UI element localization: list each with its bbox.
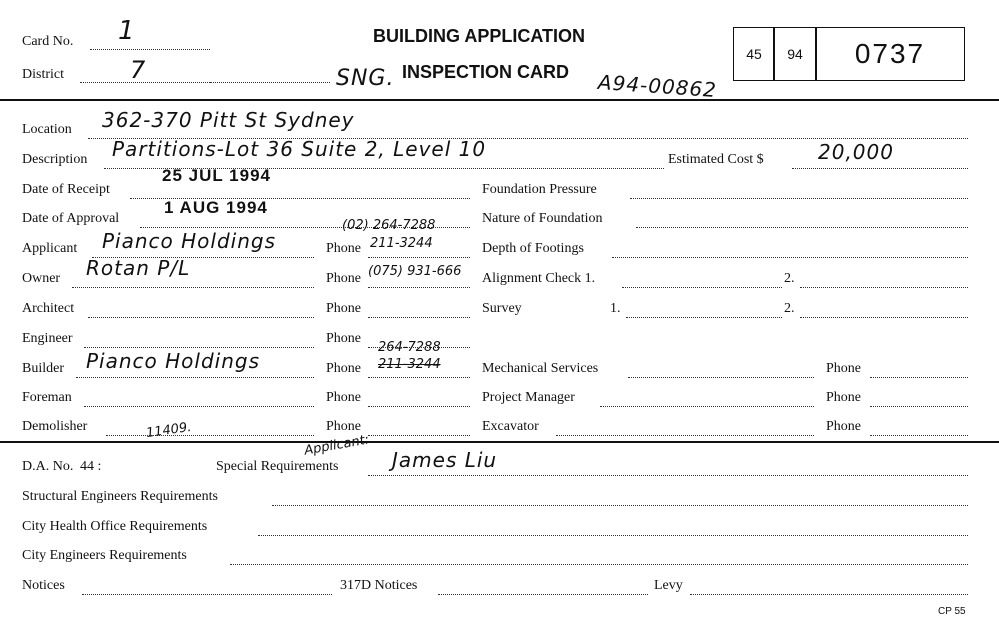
mechanical-label: Mechanical Services [482,361,599,376]
applicant-phone-2: 211-3244 [370,236,433,251]
city-eng-label: City Engineers Requirements [22,548,187,563]
excavator-phone-line [870,435,968,436]
engineer-phone-label: Phone [326,331,361,346]
mechanical-line [628,377,814,378]
notices-label: Notices [22,578,65,593]
mechanical-phone-line [870,377,968,378]
applicant-label: Applicant [22,241,78,256]
special-note: Applicant: [303,432,371,459]
owner-label: Owner [22,271,61,286]
card-no-line [90,49,210,50]
structural-line [272,505,968,506]
middle-rule [0,441,999,443]
builder-line [76,377,314,378]
alignment-line-2 [800,287,968,288]
card-no-label: Card No. [22,34,74,49]
architect-phone-line [368,317,470,318]
architect-line [88,317,314,318]
estimated-cost-value: 20,000 [818,140,894,164]
builder-phone-1: 264-7288 [378,340,441,355]
builder-phone-label: Phone [326,361,361,376]
project-manager-label: Project Manager [482,390,575,405]
structural-label: Structural Engineers Requirements [22,489,218,504]
applicant-phone-label: Phone [326,241,361,256]
estimated-cost-line [792,168,968,169]
project-manager-phone-line [870,406,968,407]
foreman-phone-line [368,406,470,407]
alignment-2-label: 2. [784,271,795,286]
demolisher-label: Demolisher [22,419,88,434]
receipt-label: Date of Receipt [22,182,110,197]
owner-phone-label: Phone [326,271,361,286]
form-code: CP 55 [938,606,966,617]
description-value: Partitions-Lot 36 Suite 2, Level 10 [112,137,487,161]
da-label: D.A. No. [22,459,74,474]
builder-phone-line [368,377,470,378]
foundation-pressure-line [630,198,968,199]
foundation-pressure-label: Foundation Pressure [482,182,597,197]
survey-1-label: 1. [610,301,621,316]
header-rule [0,99,999,101]
applicant-value: Pianco Holdings [102,229,277,253]
health-label: City Health Office Requirements [22,519,208,534]
architect-phone-label: Phone [326,301,361,316]
demolisher-phone-line [368,435,470,436]
number-box-3: 0737 [815,27,965,81]
notices-line [82,594,332,595]
notices-317d-label: 317D Notices [340,578,418,593]
handwritten-ref: A94-00862 [597,69,718,103]
survey-label: Survey [482,301,522,316]
special-line [368,475,968,476]
district-line-ext [210,82,330,83]
approval-stamp: 1 AUG 1994 [164,198,268,217]
nature-foundation-line [636,227,968,228]
excavator-line [556,435,814,436]
owner-value: Rotan P/L [86,256,191,280]
owner-line [72,287,314,288]
estimated-cost-label: Estimated Cost $ [668,152,764,167]
notices-317d-line [438,594,648,595]
foreman-phone-label: Phone [326,390,361,405]
survey-line-1 [626,317,782,318]
survey-2-label: 2. [784,301,795,316]
engineer-line [84,347,314,348]
receipt-stamp: 25 JUL 1994 [162,166,271,185]
da-value: 44 : [80,459,102,474]
project-manager-phone-label: Phone [826,390,861,405]
district-value: 7 [130,56,147,84]
title-line1: BUILDING APPLICATION [373,26,585,46]
special-label: Special Requirements [216,459,339,474]
depth-footings-line [612,257,968,258]
special-value: James Liu [392,448,498,472]
builder-value: Pianco Holdings [86,349,261,373]
applicant-phone-line [368,257,470,258]
health-line [258,535,968,536]
description-label: Description [22,152,88,167]
location-value: 362-370 Pitt St Sydney [102,108,355,132]
excavator-phone-label: Phone [826,419,861,434]
foreman-line [84,406,314,407]
alignment-label: Alignment Check 1. [482,271,596,286]
engineer-label: Engineer [22,331,73,346]
levy-label: Levy [654,578,683,593]
mechanical-phone-label: Phone [826,361,861,376]
card-no-value: 1 [118,16,136,46]
district-label: District [22,67,64,82]
applicant-phone-1: (02) 264-7288 [342,218,436,233]
survey-line-2 [800,317,968,318]
demolisher-line [106,435,314,436]
owner-phone-line [368,287,470,288]
excavator-label: Excavator [482,419,539,434]
title-line2: INSPECTION CARD [402,62,570,82]
number-box-2: 94 [773,27,817,81]
nature-foundation-label: Nature of Foundation [482,211,603,226]
owner-phone-value: (075) 931-666 [368,264,462,279]
builder-phone-2-struck: 211-3244 [378,357,441,372]
levy-line [690,594,968,595]
demolisher-value: 11409. [145,419,193,442]
approval-label: Date of Approval [22,211,120,226]
depth-footings-label: Depth of Footings [482,241,584,256]
handwritten-sng: SNG. [336,66,395,91]
demolisher-phone-label: Phone [326,419,361,434]
location-label: Location [22,122,72,137]
builder-label: Builder [22,361,64,376]
number-box-1: 45 [733,27,775,81]
foreman-label: Foreman [22,390,72,405]
alignment-line-1 [622,287,782,288]
architect-label: Architect [22,301,75,316]
project-manager-line [600,406,814,407]
city-eng-line [230,564,968,565]
